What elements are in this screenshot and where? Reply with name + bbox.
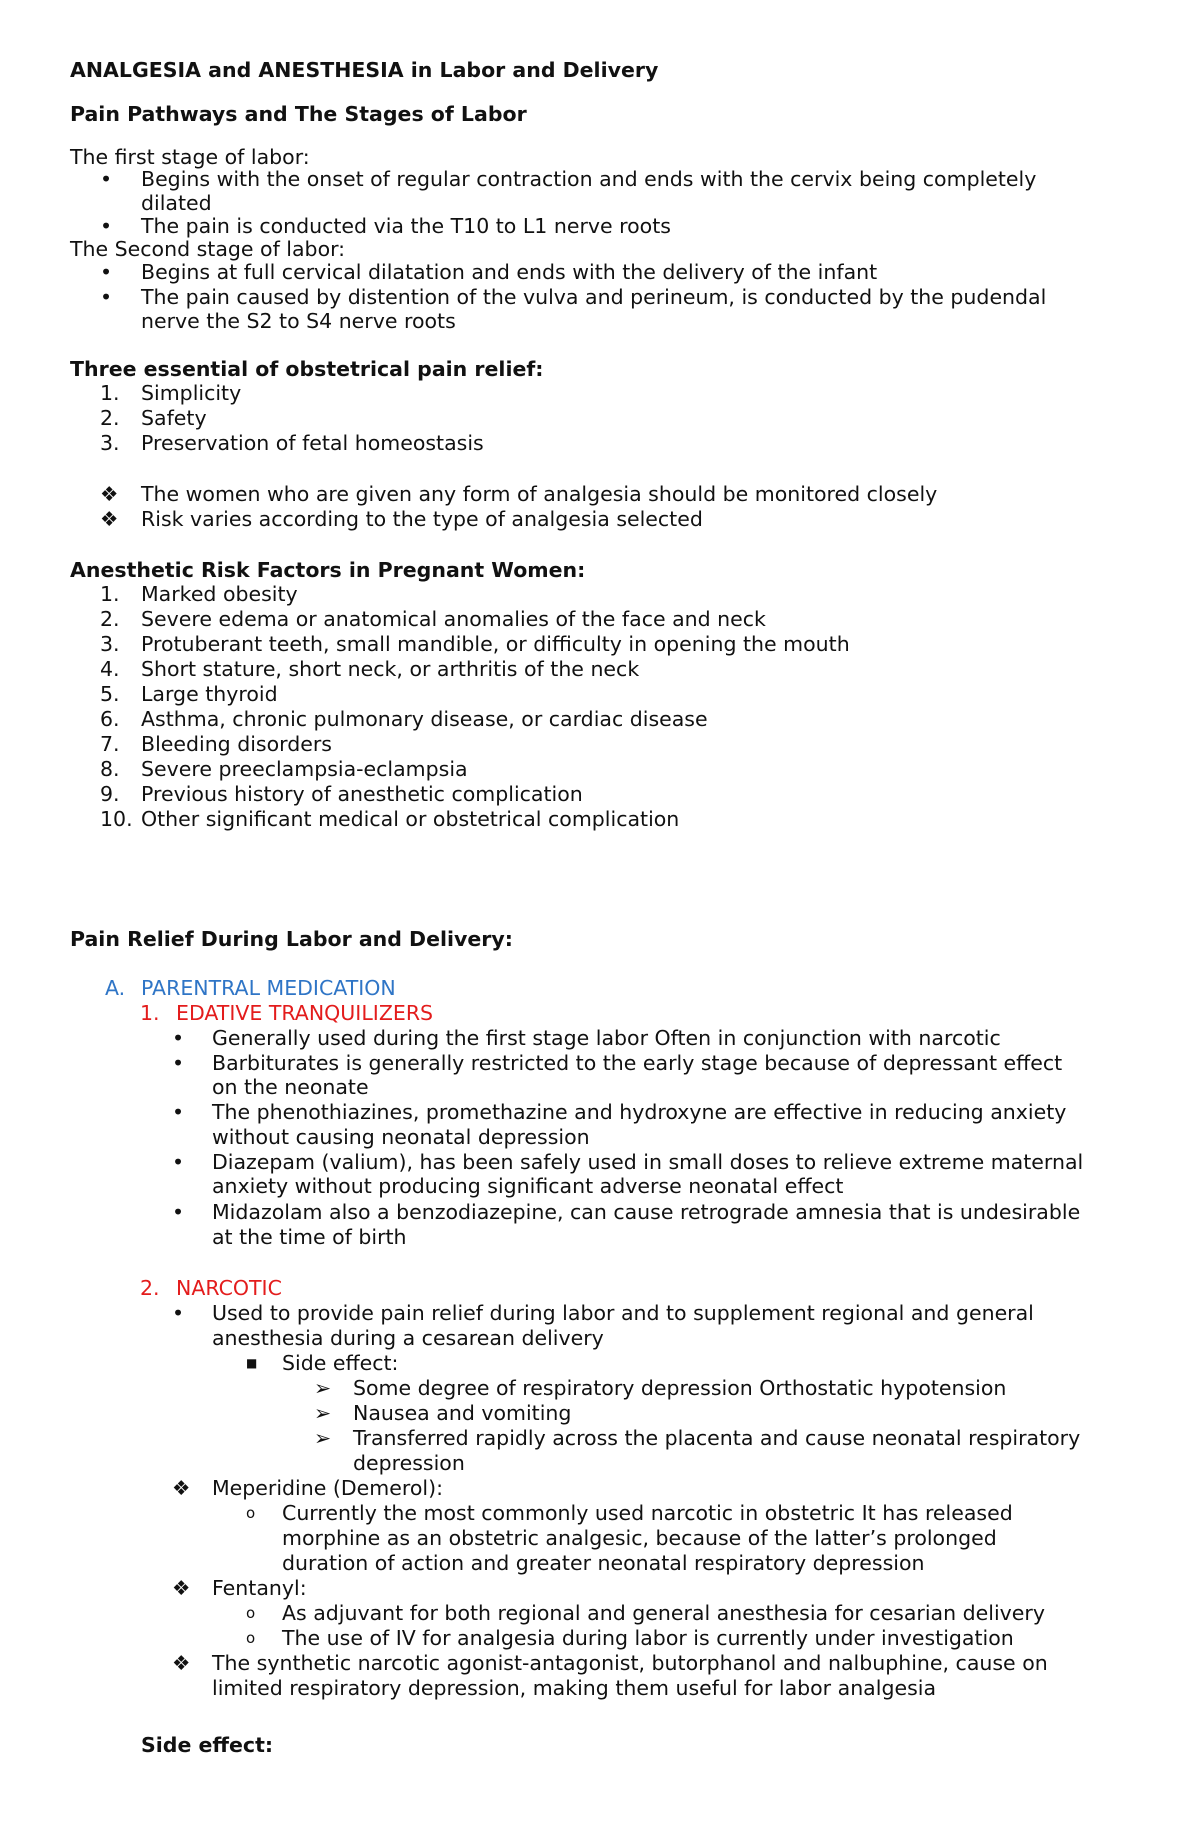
list-item: Severe edema or anatomical anomalies of the face and neck xyxy=(141,607,766,631)
list-item: Risk varies according to the type of analgesia selected xyxy=(141,507,703,531)
list-item: The use of IV for analgesia during labor is currently under investigation xyxy=(282,1626,1014,1650)
list-item: The pain caused by distention of the vulva and perineum, is conducted by the pudendal xyxy=(141,285,1047,309)
section-heading-risk-factors: Anesthetic Risk Factors in Pregnant Women: xyxy=(70,558,586,582)
bullet-marker: • xyxy=(172,1026,185,1050)
number-marker: 4. xyxy=(100,657,120,681)
list-item: Diazepam (valium), has been safely used in small doses to relieve extreme maternal xyxy=(212,1150,1084,1174)
number-marker: 2. xyxy=(100,607,120,631)
bullet-marker: • xyxy=(172,1301,185,1325)
list-item: Transferred rapidly across the placenta and cause neonatal respiratory xyxy=(353,1426,1081,1450)
number-marker: 8. xyxy=(100,757,120,781)
circle-bullet-icon: o xyxy=(246,1629,256,1647)
subsection-heading: PARENTRAL MEDICATION xyxy=(141,976,396,1000)
number-marker: 10. xyxy=(100,807,133,831)
number-marker: 9. xyxy=(100,782,120,806)
list-item-continuation: on the neonate xyxy=(212,1075,369,1099)
list-item: Nausea and vomiting xyxy=(353,1401,572,1425)
list-item: Currently the most commonly used narcotic in obstetric It has released xyxy=(282,1501,1013,1525)
list-item: Previous history of anesthetic complication xyxy=(141,782,583,806)
square-bullet-icon: ■ xyxy=(246,1356,258,1370)
list-item: Marked obesity xyxy=(141,582,298,606)
list-item: The synthetic narcotic agonist-antagonist, butorphanol and nalbuphine, cause on xyxy=(212,1651,1048,1675)
subsection-title: EDATIVE TRANQUILIZERS xyxy=(176,1001,434,1025)
list-item: As adjuvant for both regional and general anesthesia for cesarian delivery xyxy=(282,1601,1045,1625)
list-item: Short stature, short neck, or arthritis of the neck xyxy=(141,657,640,681)
document-title: ANALGESIA and ANESTHESIA in Labor and Delivery xyxy=(70,58,659,82)
list-item: The pain is conducted via the T10 to L1 nerve roots xyxy=(141,214,671,238)
number-marker: 1. xyxy=(140,1001,160,1025)
circle-bullet-icon: o xyxy=(246,1504,256,1522)
diamond-bullet-icon: ❖ xyxy=(172,1651,191,1675)
list-item-continuation: anxiety without producing significant adverse neonatal effect xyxy=(212,1174,844,1198)
number-marker: 5. xyxy=(100,682,120,706)
number-marker: 2. xyxy=(100,406,120,430)
bullet-marker: • xyxy=(172,1150,185,1174)
arrow-bullet-icon: ➢ xyxy=(314,1426,332,1450)
list-item: Asthma, chronic pulmonary disease, or cardiac disease xyxy=(141,707,708,731)
number-marker: 3. xyxy=(100,632,120,656)
subsection-title: NARCOTIC xyxy=(176,1276,282,1300)
list-item-continuation: without causing neonatal depression xyxy=(212,1125,590,1149)
first-stage-label: The first stage of labor: xyxy=(70,145,310,169)
letter-marker: A. xyxy=(105,976,126,1000)
list-item: Bleeding disorders xyxy=(141,732,332,756)
section-heading-pain-pathways: Pain Pathways and The Stages of Labor xyxy=(70,102,527,126)
list-item: The phenothiazines, promethazine and hydroxyne are effective in reducing anxiety xyxy=(212,1100,1067,1124)
list-item: Some degree of respiratory depression Orthostatic hypotension xyxy=(353,1376,1007,1400)
diamond-bullet-icon: ❖ xyxy=(100,507,119,531)
number-marker: 7. xyxy=(100,732,120,756)
list-item: Large thyroid xyxy=(141,682,278,706)
list-item: The women who are given any form of analgesia should be monitored closely xyxy=(141,482,938,506)
bullet-marker: • xyxy=(100,167,113,191)
list-item: Protuberant teeth, small mandible, or difficulty in opening the mouth xyxy=(141,632,850,656)
list-item: Used to provide pain relief during labor and to supplement regional and general xyxy=(212,1301,1034,1325)
bullet-marker: • xyxy=(100,214,113,238)
list-item: Other significant medical or obstetrical complication xyxy=(141,807,680,831)
number-marker: 1. xyxy=(100,381,120,405)
number-marker: 1. xyxy=(100,582,120,606)
list-item: Midazolam also a benzodiazepine, can cause retrograde amnesia that is undesirable xyxy=(212,1200,1081,1224)
bullet-marker: • xyxy=(172,1051,185,1075)
list-item-continuation: limited respiratory depression, making them useful for labor analgesia xyxy=(212,1676,937,1700)
section-heading-pain-relief: Pain Relief During Labor and Delivery: xyxy=(70,927,513,951)
side-effect-label: Side effect: xyxy=(282,1351,399,1375)
drug-label: Meperidine (Demerol): xyxy=(212,1476,443,1500)
list-item: Begins at full cervical dilatation and ends with the delivery of the infant xyxy=(141,260,878,284)
bullet-marker: • xyxy=(100,285,113,309)
list-item: Generally used during the first stage labor Often in conjunction with narcotic xyxy=(212,1026,1001,1050)
circle-bullet-icon: o xyxy=(246,1604,256,1622)
list-item: Barbiturates is generally restricted to the early stage because of depressant effect xyxy=(212,1051,1063,1075)
list-item: Severe preeclampsia-eclampsia xyxy=(141,757,468,781)
list-item-continuation: anesthesia during a cesarean delivery xyxy=(212,1326,604,1350)
diamond-bullet-icon: ❖ xyxy=(172,1576,191,1600)
list-item-continuation: morphine as an obstetric analgesic, because of the latter’s prolonged xyxy=(282,1526,997,1550)
list-item: Safety xyxy=(141,406,207,430)
number-marker: 3. xyxy=(100,431,120,455)
bullet-marker: • xyxy=(100,260,113,284)
diamond-bullet-icon: ❖ xyxy=(172,1476,191,1500)
second-stage-label: The Second stage of labor: xyxy=(70,237,346,261)
diamond-bullet-icon: ❖ xyxy=(100,482,119,506)
list-item-continuation: depression xyxy=(353,1451,465,1475)
list-item: Begins with the onset of regular contraction and ends with the cervix being completely xyxy=(141,167,1037,191)
list-item-continuation: dilated xyxy=(141,191,212,215)
bullet-marker: • xyxy=(172,1100,185,1124)
arrow-bullet-icon: ➢ xyxy=(314,1401,332,1425)
list-item: Preservation of fetal homeostasis xyxy=(141,431,484,455)
bullet-marker: • xyxy=(172,1200,185,1224)
section-heading-essentials: Three essential of obstetrical pain relief: xyxy=(70,357,544,381)
side-effect-heading: Side effect: xyxy=(141,1733,274,1757)
list-item: Simplicity xyxy=(141,381,242,405)
number-marker: 6. xyxy=(100,707,120,731)
arrow-bullet-icon: ➢ xyxy=(314,1376,332,1400)
number-marker: 2. xyxy=(140,1276,160,1300)
list-item-continuation: at the time of birth xyxy=(212,1225,407,1249)
list-item-continuation: nerve the S2 to S4 nerve roots xyxy=(141,309,456,333)
list-item-continuation: duration of action and greater neonatal respiratory depression xyxy=(282,1551,925,1575)
drug-label: Fentanyl: xyxy=(212,1576,307,1600)
